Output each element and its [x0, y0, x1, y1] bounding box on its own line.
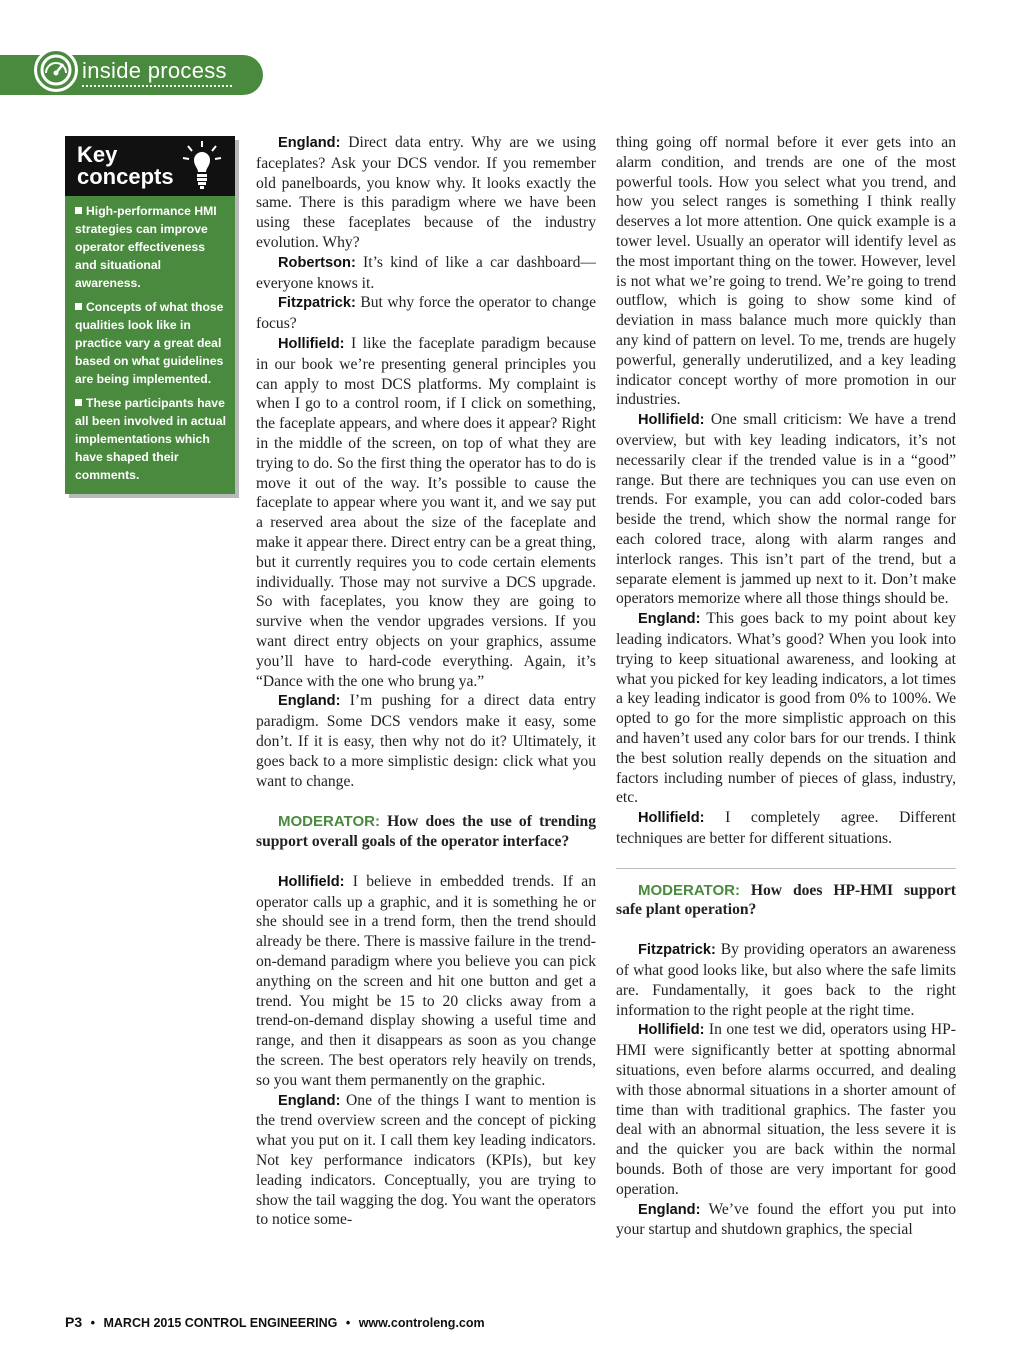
bullet-square-icon: [75, 303, 82, 310]
key-concepts-box: [65, 136, 235, 494]
key-concept-item: Concepts of what those qualities look like in practice vary a great deal based on what guidelines are being implemented.: [75, 300, 224, 386]
key-concepts-list: [65, 196, 235, 494]
paragraph: Hollifield: I completely agree. Different techniques are better for different situations.: [616, 809, 956, 847]
section-title: inside process: [82, 58, 227, 83]
question-text: How does HP-HMI support safe plant operation?: [616, 881, 956, 919]
speaker-name: Hollifield:: [278, 873, 345, 890]
speaker-name: Hollifield:: [638, 412, 705, 429]
key-concept-item: High-performance HMI strategies can improve operator effectiveness and situational awareness.: [75, 204, 217, 290]
paragraph: Robertson: It’s kind of like a car dashboard—everyone knows it.: [256, 253, 596, 292]
paragraph: Hollifield: One small criticism: We have a trend overview, but with key leading indicators, it’s not necessarily clear if the trended value is in a “good” range. But there are techniques you can use even on trends. For example, you can add color-coded bars beside the trend, which show the normal range for each colored trace, along with alarm ranges and interlock ranges. This isn’t part of the trend, but a separate element is jammed up next to it. Don’t make operators memorize where all those things should be.: [616, 411, 956, 608]
page-number: P3: [65, 1314, 83, 1330]
title-underline: [82, 85, 232, 87]
article-column-1: [256, 133, 596, 1230]
issue-info: MARCH 2015 CONTROL ENGINEERING: [103, 1316, 338, 1330]
paragraph: Hollifield: I believe in embedded trends. If an operator calls up a graphic, and it is something he or she should see in a trend form, then the trend should already be there. There is massive failure in the trend-on-demand paradigm where you believe you can pick anything on the screen and hit one button and get a trend. You might be 15 to 20 clicks away from a trend-on-demand display showing a useful time and range, and then it disappears as soon as you change the screen. The best operators rely heavily on trends, so you want them permanently on the graphic.: [256, 872, 596, 1089]
paragraph: Hollifield: I like the faceplate paradigm because in our book we’re presenting general principles you can apply to most DCS platforms. My complaint is when I go to a control room, if I click on something, the faceplate appears, and where does it appear? Right in the middle of the screen, on top of what they are trying to do. So the first thing the operator has to do is move it out of the way. It’s possible to cause the faceplate to appear where you want it, and we say put a reserved area about the size of the faceplate and make it appear there. Direct entry can be a great thing, but it currently requires you to code certain elements individually. Those may not survive a DCS upgrade. So with faceplates, you know they are going to survive when the vendor upgrades versions. If you want direct entry objects on your graphics, assume you’ll have to hard-code everything. Again, it’s “Dance with the one who brung ya.”: [256, 334, 596, 690]
footer-separator: •: [90, 1316, 95, 1330]
speaker-name: England:: [278, 693, 341, 710]
article-column-2: [616, 133, 956, 1240]
paragraph: Fitzpatrick: By providing operators an awareness of what good looks like, but also where the safe limits are. Fundamentally, it goes back to the right information to the right people at the right time.: [616, 941, 956, 1019]
speaker-name: Fitzpatrick:: [638, 942, 716, 959]
key-concept-item: These participants have all been involved in actual implementations which have shaped their comments.: [75, 396, 227, 482]
question-text: How does the use of trending support overall goals of the operator interface?: [256, 813, 596, 851]
paragraph: Hollifield: In one test we did, operators using HP-HMI were significantly better at spotting abnormal situations, even before alarms occurred, and dealing with those abnormal situations in a shorter amount of time than with traditional graphics. The faster you deal with an abnormal situation, the less severe it is and the quicker you are back within the normal bounds. Both of those are very important for good operation.: [616, 1021, 956, 1198]
key-concepts-title: Key concepts: [77, 142, 174, 189]
paragraph: England: This goes back to my point about key leading indicators. What’s good? When you look into trying to keep situational awareness, and looking at what you picked for key leading indicators, a lot times a key leading indicator is good from 0% to 100%. We opted to go for the more simplistic approach on this and haven’t used any color bars for our trends. I think the best solution really depends on the situation and factors including number of pieces of glass, industry, etc.: [616, 610, 956, 807]
lightbulb-icon: [181, 140, 223, 192]
paragraph: England: I’m pushing for a direct data entry paradigm. Some DCS vendors make it easy, some don’t. If it is easy, then why not do it? Ultimately, it goes back to a more simplistic design: click what you want to change.: [256, 692, 596, 790]
speaker-name: England:: [638, 1201, 701, 1218]
moderator-question: [616, 868, 956, 921]
moderator-label: MODERATOR:: [638, 881, 740, 899]
speaker-name: Robertson:: [278, 254, 356, 271]
speaker-name: England:: [638, 611, 701, 628]
website-link[interactable]: www.controleng.com: [358, 1316, 485, 1330]
paragraph: England: We’ve found the effort you put into your startup and shutdown graphics, the special: [616, 1200, 956, 1239]
bullet-square-icon: [75, 207, 82, 214]
moderator-label: MODERATOR:: [278, 813, 380, 831]
paragraph: Fitzpatrick: But why force the operator to change focus?: [256, 294, 596, 333]
paragraph: thing going off normal before it ever gets into an alarm condition, and trends are one of the most powerful tools. How you select what you trend, and how you select ranges is something I think really deserves a lot more attention. One quick example is a tower level. Usually an operator will identify level as the most important thing on the tower. However, level is not what we’re going to trend. We’re going to trend outflow, which is going to show some kind of deviation in mass balance much more quickly than any kind of pattern on level. To me, trends are hugely powerful, generally underutilized, and a key leading indicator concept worthy of more promotion in our industries.: [616, 134, 956, 409]
speaker-name: England:: [278, 135, 341, 151]
speaker-name: Hollifield:: [638, 810, 705, 827]
gauge-logo-icon: [34, 48, 78, 92]
footer-separator: •: [345, 1316, 351, 1330]
page-footer: [65, 1314, 485, 1330]
speaker-name: England:: [278, 1092, 341, 1109]
speaker-name: Hollifield:: [638, 1022, 705, 1039]
speaker-name: Hollifield:: [278, 335, 345, 352]
paragraph: England: Direct data entry. Why are we using faceplates? Ask your DCS vendor. If you remember old panelboards, you know why. It looks exactly the same. There is this paradigm where we have been using these faceplates because of the industry evolution. Why?: [256, 134, 596, 251]
bullet-square-icon: [75, 399, 82, 406]
key-concepts-header: [65, 136, 235, 196]
paragraph: England: One of the things I want to mention is the trend overview screen and the concept of picking what you put on it. I call them key leading indicators. Not key performance indicators (KPIs), but key leading indicators. Conceptually, you are trying to show the tail wagging the dog. You want the operators to notice some-: [256, 1091, 596, 1229]
moderator-question: [256, 812, 596, 852]
speaker-name: Fitzpatrick:: [278, 295, 356, 312]
